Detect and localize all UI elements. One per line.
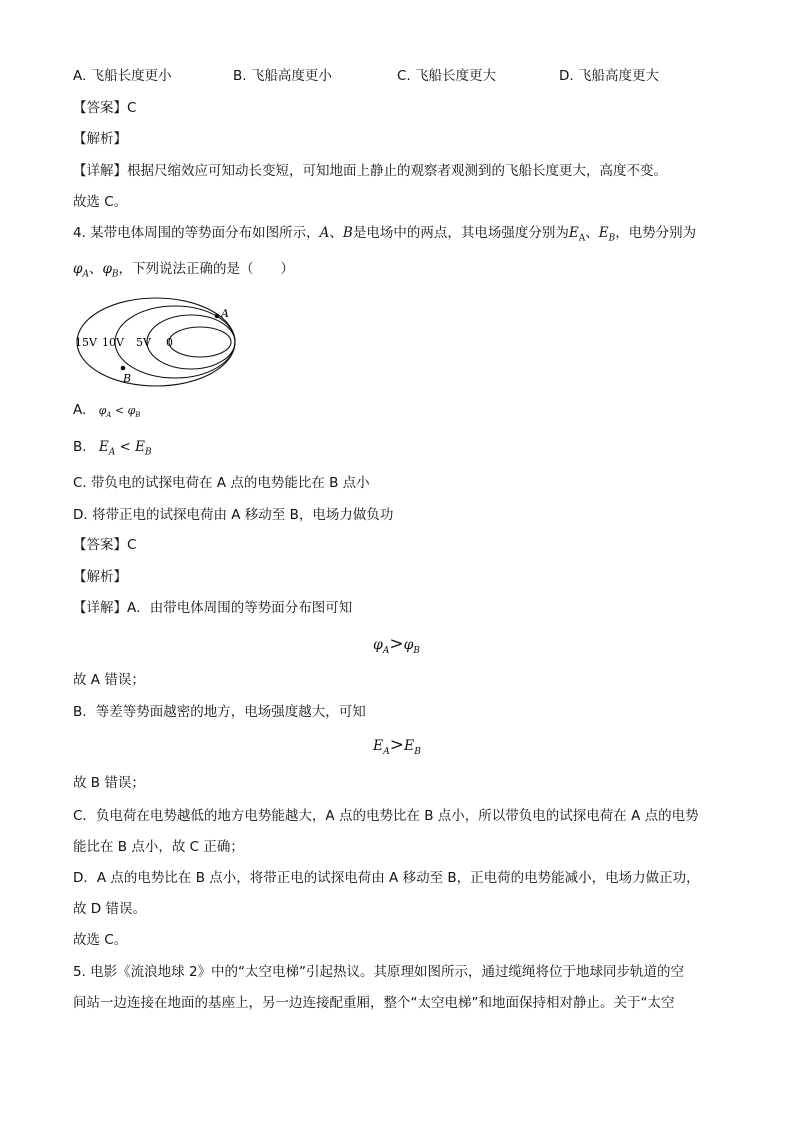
q4-detail-a: 【详解】A．由带电体周围的等势面分布图可知 (73, 600, 353, 616)
field-eb: $E_B$ (598, 225, 616, 244)
q4-wrong-b: 故 B 错误； (73, 775, 145, 791)
q3-analysis: 【解析】 (73, 131, 127, 147)
equipotential-0v (169, 327, 231, 357)
q3-option-d: D. 飞船高度更大 (559, 68, 659, 84)
phi-a: $\varphi_A$ (73, 261, 89, 280)
q4-detail-c1: C．负电荷在电势越低的地方电势能越大，A 点的电势比在 B 点小，所以带负电的试探电荷在 A 点的电势 (73, 808, 699, 824)
equipotential-5v (147, 315, 235, 369)
q4-detail-c2: 能比在 B 点小，故 C 正确； (73, 839, 244, 855)
equation-phi: $\varphi_A>\varphi_B$ (373, 634, 420, 656)
label-15v: 15V (75, 336, 97, 349)
point-b-label: B (123, 372, 132, 385)
q4-detail-d2: 故 D 错误。 (73, 901, 146, 917)
point-a-ref: A (319, 225, 330, 241)
q4-option-d: D. 将带正电的试探电荷由 A 移动至 B，电场力做负功 (73, 507, 394, 523)
point-a-dot (215, 314, 220, 319)
label-5v: 5V (136, 336, 151, 349)
q5-line1: 5. 电影《流浪地球 2》中的“太空电梯”引起热议。其原理如图所示，通过缆绳将位于地球同步轨道的空 (73, 964, 685, 980)
q4-detail-d1: D．A 点的电势比在 B 点小，将带正电的试探电荷由 A 移动至 B，正电荷的电势能减小，电场力做正功， (73, 870, 700, 886)
q5-line2: 间站一边连接在地面的基座上，另一边连接配重厢，整个“太空电梯”和地面保持相对静止。关于“太空 (73, 995, 675, 1011)
field-ea: $E_A$ (568, 225, 586, 244)
q3-option-c: C. 飞船长度更大 (397, 68, 497, 84)
equation-e: $E_A>E_B$ (373, 735, 421, 757)
q4-option-c: C. 带负电的试探电荷在 A 点的电势能比在 B 点小 (73, 475, 370, 491)
point-b-ref: B (342, 225, 353, 241)
q4-stem-line2: $\varphi_A$、$\varphi_B$，下列说法正确的是（ ） (73, 261, 295, 280)
q4-analysis: 【解析】 (73, 569, 127, 585)
q4-option-b: B. $E_A < E_B$ (73, 439, 152, 458)
q4-option-a: A. $\varphi_A < \varphi_B$ (73, 402, 141, 420)
q3-detail: 【详解】根据尺缩效应可知动长变短，可知地面上静止的观察者观测到的飞船长度更大，高度不变。 (73, 163, 667, 179)
q4-stem-line1: 4. 某带电体周围的等势面分布如图所示，A、B是电场中的两点，其电场强度分别为$E_A$、$E_B$，电势分别为 (73, 225, 697, 244)
q3-answer: 【答案】C (73, 100, 137, 116)
q4-detail-b: B．等差等势面越密的地方，电场强度越大，可知 (73, 704, 366, 720)
equipotential-15v (77, 298, 235, 386)
q3-choose: 故选 C。 (73, 194, 128, 210)
q4-answer: 【答案】C (73, 537, 137, 553)
label-0v: 0 (166, 336, 173, 349)
point-a-label: A (221, 307, 229, 320)
q4-wrong-a: 故 A 错误； (73, 672, 145, 688)
label-10v: 10V (102, 336, 124, 349)
point-b-dot (121, 366, 126, 371)
phi-b: $\varphi_B$ (102, 261, 119, 280)
q3-option-a: A. 飞船长度更小 (73, 68, 172, 84)
equipotential-figure (70, 292, 240, 392)
q3-option-b: B. 飞船高度更小 (233, 68, 332, 84)
q4-choose: 故选 C。 (73, 932, 128, 948)
